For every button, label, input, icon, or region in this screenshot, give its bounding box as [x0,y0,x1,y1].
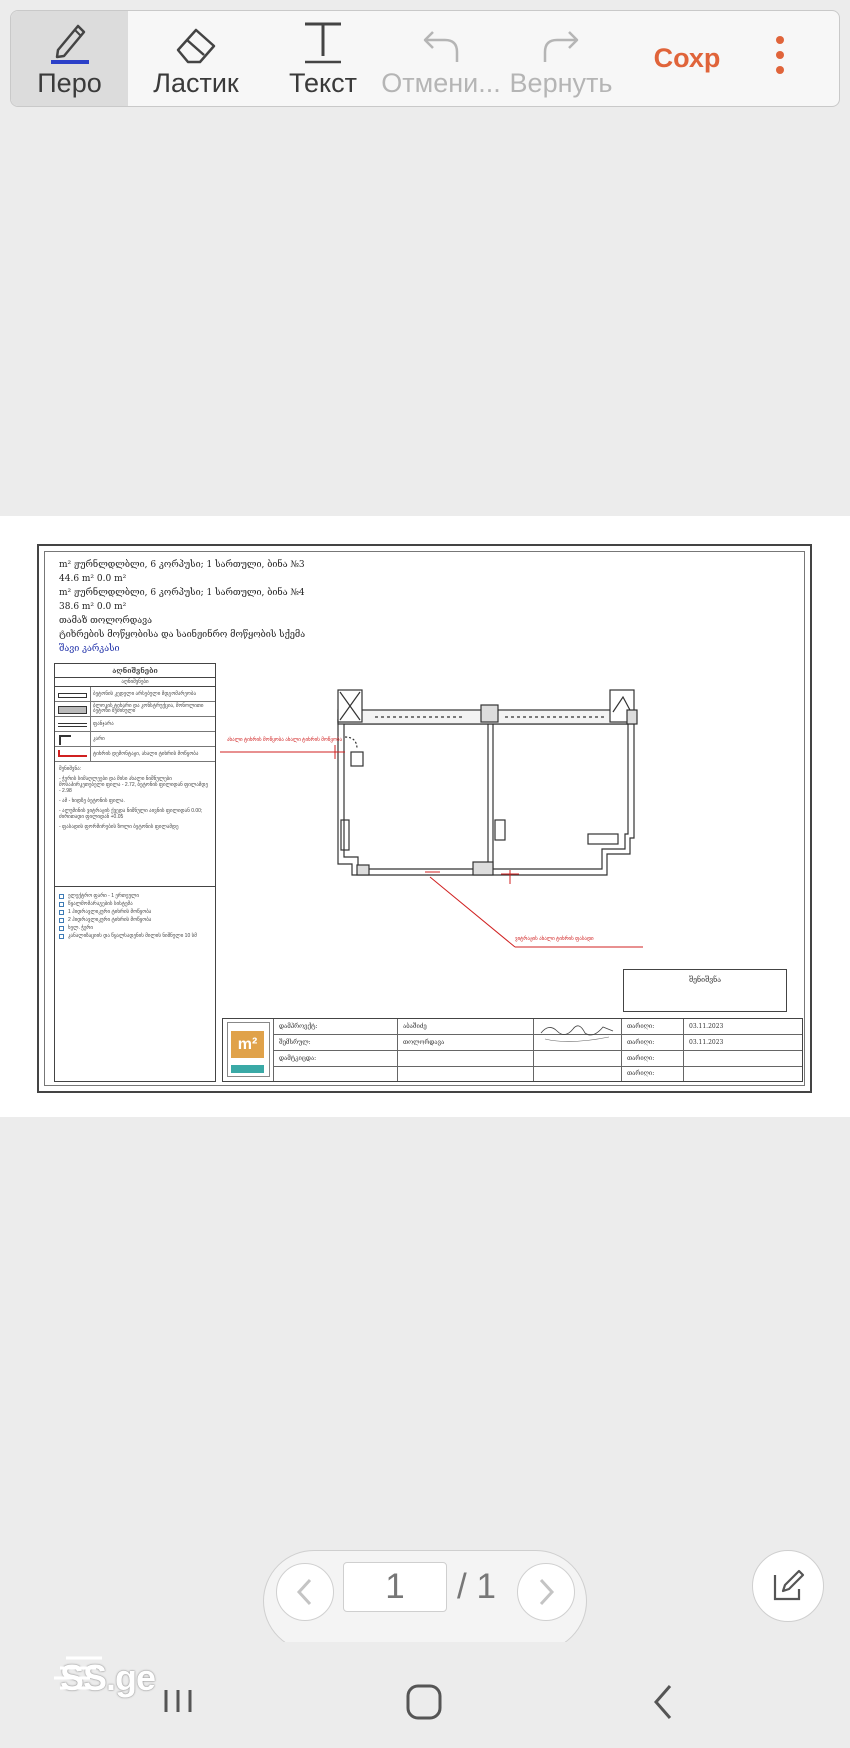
pen-icon [48,18,92,64]
eraser-icon [172,18,220,64]
legend-row-text: ბლოკის ტიხარი და კონსტრუქცია, მონოლითი ბეტონი შემინული [93,703,204,714]
watermark-text: SS.ge [60,1657,156,1698]
note-item: - ჭერის სიმაღლეები და მისი ახალი ნიშნულები მოსაპირკეთებელი ფილა - 2.72, ბეტონის ფილიდან ფილამდე - 2.98 [59,776,208,794]
note-item: - ფასადის ფორმირების ზოლი ბეტონის ფილამდე [59,824,179,830]
back-icon [648,1682,678,1722]
text-icon [301,18,345,64]
more-options-button[interactable] [752,11,807,106]
facade-note-label: ვიტრაჟის ახალი ტიხრის ფასადი [515,936,594,942]
notes-title: შენიშვნა: [59,766,82,772]
back-button[interactable] [648,1682,678,1727]
legend-subtitle: აღნიშვნები [55,678,215,687]
annotation-toolbar [10,10,840,107]
undo-button[interactable] [382,11,500,106]
legend-symbol-text: ხელ. ჭერი [68,925,93,931]
sheet-frame [44,551,805,1086]
save-label: Сохр [653,43,721,73]
note-item: - ალუმინის ვიტრაჟის ქვედა ნიშნული აივნის ფილიდან 0.00; ძირითადი ფილიდან +0.05 [59,808,203,820]
logo-mark: m² [231,1031,264,1058]
client-label: შემსრულ: [279,1039,311,1046]
document-page [0,516,850,1117]
header-line-2: 44.6 m² 0.0 m² [59,574,127,584]
legend-symbol-text: კანალიზაციის და წყალსადენის მილის ნიშნული 10 სმ [68,933,197,939]
legend-symbol-text: ელექტრო ფარი - 1 ერთეული [68,893,139,899]
legend-row-text: კარი [93,735,105,742]
client-value: თოლორდავა [403,1039,445,1046]
eraser-tool-button[interactable] [128,11,264,106]
undo-icon [419,18,463,64]
date-label: თარიღი: [627,1070,655,1077]
approver-label: დამტკიცდა: [279,1055,317,1062]
signature-image [539,1019,617,1043]
header-line-5: თამაზ თოლორდავა [59,616,153,626]
designer-value: აბაშიძე [403,1023,427,1030]
recent-apps-icon [158,1686,198,1716]
eraser-label: Ластик [153,68,239,98]
pen-label: Перо [37,68,102,98]
legend-symbol-text: 1 ჰიდრავლიკური ტიხრის მოწყობა [68,909,152,915]
sign-document-button[interactable] [752,1550,824,1622]
page-navigator [263,1550,587,1652]
redo-button[interactable] [500,11,622,106]
page-number-input[interactable]: 1 [343,1562,447,1612]
header-line-3: m² ჟურნლდლბლი, 6 კორპუსი; 1 სართული, ბინა №4 [59,588,305,598]
note-item: - ამ - ხიდზე ბეტონის ფილა. [59,798,125,804]
date-label: თარიღი: [627,1055,655,1062]
date-label: თარიღი: [627,1023,655,1030]
more-vertical-icon [774,34,786,83]
home-icon [404,1682,444,1722]
header-line-4: 38.6 m² 0.0 m² [59,602,127,612]
sign-icon [769,1567,807,1605]
pen-tool-button[interactable] [11,11,128,106]
header-line-1: m² ჟურნლდლბლი, 6 კორპუსი; 1 სართული, ბინა №3 [59,560,305,570]
legend-row-text: ტიხრის დემონტაჟი, ახალი ტიხრის მოწყობა [93,750,199,757]
chevron-left-icon [295,1577,315,1607]
legend-row-text: ბეტონის კედელი არსებული მდგომარეობა [93,690,196,697]
notes-stamp-box [623,969,787,1012]
legend-symbol-text: 2 ჰიდრავლიკური ტიხრის მოწყობა [68,917,152,923]
redo-label: Вернуть [509,68,613,98]
redo-icon [539,18,583,64]
legend-title: აღნიშვნები [55,664,215,678]
partition-note-label: ახალი ტიხრის მოწყობა ახალი ტიხრის მოწყობა [227,737,343,743]
legend-symbol-text: წყალმომარაგების სისტემა [68,901,133,907]
previous-page-button[interactable] [276,1563,334,1621]
chevron-right-icon [536,1577,556,1607]
recent-apps-button[interactable] [158,1686,198,1721]
company-logo [227,1022,270,1077]
system-navigation-bar [0,1642,850,1748]
save-button[interactable] [622,11,752,106]
header-line-6: ტიხრების მოწყობისა და საინჟინრო მოწყობის სქემა [59,630,306,640]
text-label: Текст [289,68,357,98]
date-value: 03.11.2023 [689,1039,724,1046]
watermark-logo-lines [52,1652,108,1700]
drawing-sheet [37,544,812,1093]
date-value: 03.11.2023 [689,1023,724,1030]
date-label: თარიღი: [627,1039,655,1046]
title-block [222,1018,803,1082]
header-line-7: შავი კარკასი [59,644,120,654]
stamp-label: შენიშვნა [688,976,722,984]
designer-label: დამპროექტ: [279,1023,318,1030]
home-button[interactable] [404,1682,444,1727]
undo-label: Отмени... [381,68,501,98]
page-total: / 1 [457,1567,496,1606]
next-page-button[interactable] [517,1563,575,1621]
text-tool-button[interactable] [264,11,382,106]
legend-row-text: ფანჯარა [93,720,114,727]
